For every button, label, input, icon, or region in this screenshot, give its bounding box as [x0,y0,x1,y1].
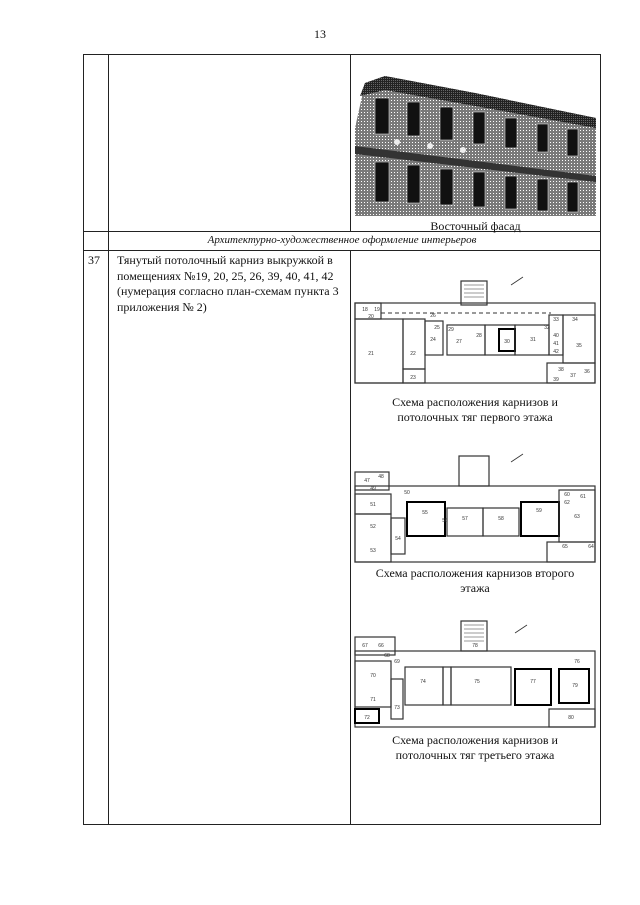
room-label: 67 [362,643,368,649]
east-facade-photo [355,58,596,216]
room-label: 52 [370,524,376,530]
room-label: 74 [420,679,426,685]
photo-caption: Восточный фасад [430,219,521,233]
room-label: 29 [448,327,454,333]
floor-plan-2-drawing [351,448,599,566]
room-label: 40 [553,333,559,339]
caption-line: этажа [460,581,490,595]
room-label: 30 [504,339,510,345]
floor-plan-1 [351,273,599,398]
room-label: 79 [572,683,578,689]
caption-line: потолочных тяг первого этажа [397,410,553,424]
room-label: 61 [580,494,586,500]
floor-plan-2 [351,448,599,571]
room-label: 53 [370,548,376,554]
room-label: 58 [498,516,504,522]
room-label: 66 [378,643,384,649]
caption-line: Схема расположения карнизов и [392,395,558,409]
room-label: 57 [462,516,468,522]
room-label: 32 [544,325,550,331]
room-label: 65 [562,544,568,550]
table-column-divider [108,55,109,824]
caption-line: потолочных тяг третьего этажа [395,748,555,762]
caption-line: Схема расположения карнизов и [392,733,558,747]
room-label: 39 [553,377,559,383]
room-label: 33 [553,317,559,323]
room-label: 49 [370,486,376,492]
room-label: 62 [564,500,570,506]
room-label: 56 [442,518,448,524]
room-label: 54 [395,536,401,542]
room-label: 24 [430,337,436,343]
room-label: 78 [472,643,478,649]
room-label: 21 [368,351,374,357]
section-title: Архитектурно-художественное оформление интерьеров [207,234,477,246]
row-description: Тянутый потолочный карниз выкружкой в помещениях №19, 20, 25, 26, 39, 40, 41, 42 (нумерация согласно план-схемам пункта 3 приложения № 2) [117,253,339,314]
room-label: 34 [572,317,578,323]
facade-image [355,58,596,216]
row-number: 37 [88,253,100,267]
room-label: 25 [434,325,440,331]
room-label: 70 [370,673,376,679]
room-label: 37 [570,373,576,379]
room-label: 60 [564,492,570,498]
floor-plan-3-caption [351,733,599,763]
floor-plan-1-drawing [351,273,599,393]
room-label: 72 [364,715,370,721]
room-label: 22 [410,351,416,357]
room-label: 19 [374,307,380,313]
room-label: 28 [476,333,482,339]
room-label: 55 [422,510,428,516]
room-label: 75 [474,679,480,685]
room-label: 48 [378,474,384,480]
floor-plan-3-drawing [351,617,599,732]
room-label: 36 [584,369,590,375]
room-label: 80 [568,715,574,721]
room-label: 73 [394,705,400,711]
room-label: 68 [384,653,390,659]
room-label: 38 [558,367,564,373]
room-label: 50 [404,490,410,496]
room-label: 41 [553,341,559,347]
room-label: 63 [574,514,580,520]
floor-plan-3 [351,617,599,737]
room-label: 26 [430,313,436,319]
room-label: 23 [410,375,416,381]
room-label: 47 [364,478,370,484]
room-label: 20 [368,314,374,320]
room-label: 31 [530,337,536,343]
room-label: 27 [456,339,462,345]
caption-line: Схема расположения карнизов второго [375,566,575,580]
room-label: 35 [576,343,582,349]
room-label: 51 [370,502,376,508]
table-column-divider [350,55,351,232]
floor-plan-2-caption [351,566,599,596]
room-label: 69 [394,659,400,665]
room-label: 64 [588,544,594,550]
room-label: 59 [536,508,542,514]
room-label: 77 [530,679,536,685]
page-number: 13 [314,27,326,41]
room-label: 42 [553,349,559,355]
floor-plan-1-caption [351,395,599,425]
room-label: 18 [362,307,368,313]
room-label: 76 [574,659,580,665]
room-label: 71 [370,697,376,703]
table-row-divider [84,250,600,251]
